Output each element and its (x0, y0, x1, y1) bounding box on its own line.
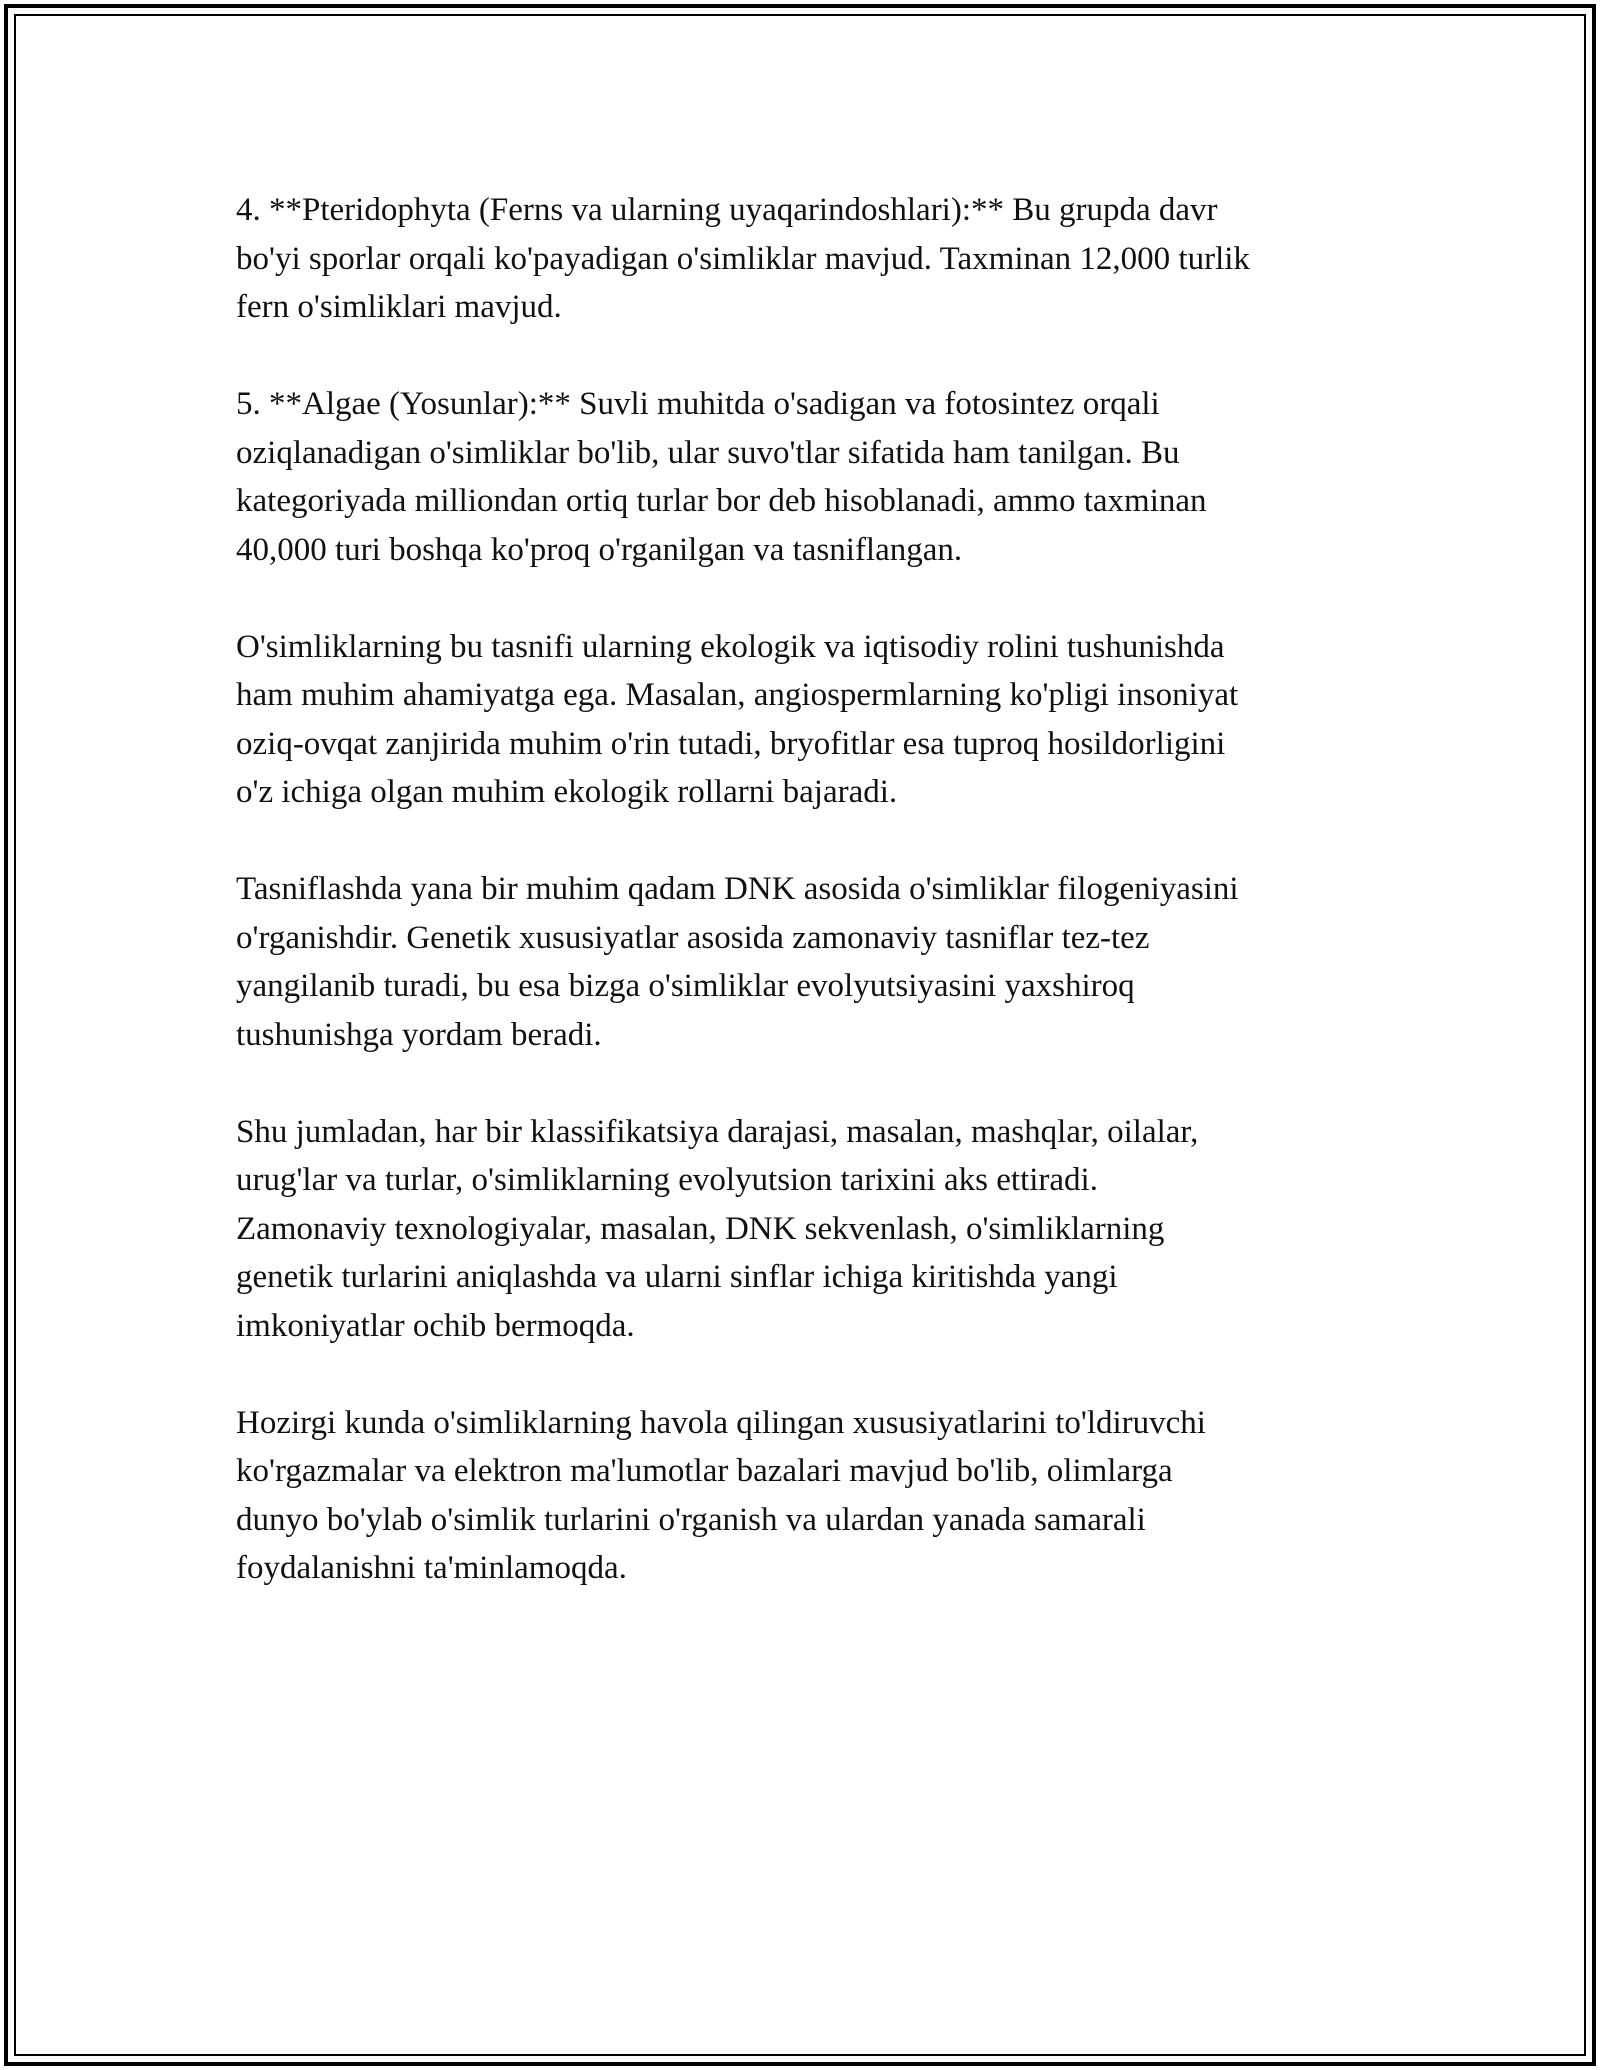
text-line: imkoniyatlar ochib bermoqda. (236, 1307, 635, 1344)
text-line: yangilanib turadi, bu esa bizga o'simliklar evolyutsiyasini yaxshiroq (236, 968, 1135, 1004)
text-line: ko'rgazmalar va elektron ma'lumotlar bazalari mavjud bo'lib, olimlarga (236, 1453, 1173, 1489)
text-line: ham muhim ahamiyatga ega. Masalan, angiospermlarning ko'pligi insoniyat (236, 677, 1239, 713)
text-line: Zamonaviy texnologiyalar, masalan, DNK sekvenlash, o'simliklarning (236, 1210, 1165, 1247)
text-line: urug'lar va turlar, o'simliklarning evolyutsion tarixini aks ettiradi. (236, 1162, 1098, 1198)
text-line: o'z ichiga olgan muhim ekologik rollarni bajaradi. (236, 774, 898, 810)
text-line: o'rganishdir. Genetik xususiyatlar asosida zamonaviy tasniflar tez-tez (236, 919, 1150, 956)
paragraph-classification-levels (236, 1108, 1386, 1351)
paragraph-databases (236, 1399, 1386, 1593)
text-line: foydalanishni ta'minlamoqda. (236, 1550, 627, 1586)
paragraph-pteridophyta (236, 186, 1386, 332)
text-line: bo'yi sporlar orqali ko'payadigan o'simliklar mavjud. Taxminan 12,000 turlik (236, 240, 1250, 277)
text-line: dunyo bo'ylab o'simlik turlarini o'rganish va ulardan yanada samarali (236, 1501, 1146, 1538)
text-line: 5. **Algae (Yosunlar):** Suvli muhitda o'sadigan va fotosintez orqali (236, 386, 1160, 422)
document-body (236, 186, 1386, 1641)
text-line: fern o'simliklari mavjud. (236, 289, 562, 325)
paragraph-algae (236, 380, 1386, 574)
text-line: Hozirgi kunda o'simliklarning havola qilingan xususiyatlarini to'ldiruvchi (236, 1404, 1206, 1441)
text-line: O'simliklarning bu tasnifi ularning ekologik va iqtisodiy rolini tushunishda (236, 628, 1225, 665)
text-line: kategoriyada milliondan ortiq turlar bor deb hisoblanadi, ammo taxminan (236, 483, 1207, 519)
text-line: 40,000 turi boshqa ko'proq o'rganilgan va tasniflangan. (236, 531, 963, 568)
text-line: oziq-ovqat zanjirida muhim o'rin tutadi, bryofitlar esa tuproq hosildorligini (236, 725, 1226, 762)
paragraph-ecological-role (236, 623, 1386, 817)
text-line: Shu jumladan, har bir klassifikatsiya darajasi, masalan, mashqlar, oilalar, (236, 1113, 1199, 1150)
text-line: Tasniflashda yana bir muhim qadam DNK asosida o'simliklar filogeniyasini (236, 871, 1239, 907)
text-line: 4. **Pteridophyta (Ferns va ularning uyaqarindoshlari):** Bu grupda davr (236, 192, 1218, 228)
text-line: genetik turlarini aniqlashda va ularni sinflar ichiga kiritishda yangi (236, 1259, 1118, 1295)
text-line: tushunishga yordam beradi. (236, 1016, 602, 1053)
paragraph-dna-phylogeny (236, 865, 1386, 1059)
text-line: oziqlanadigan o'simliklar bo'lib, ular suvo'tlar sifatida ham tanilgan. Bu (236, 434, 1180, 471)
